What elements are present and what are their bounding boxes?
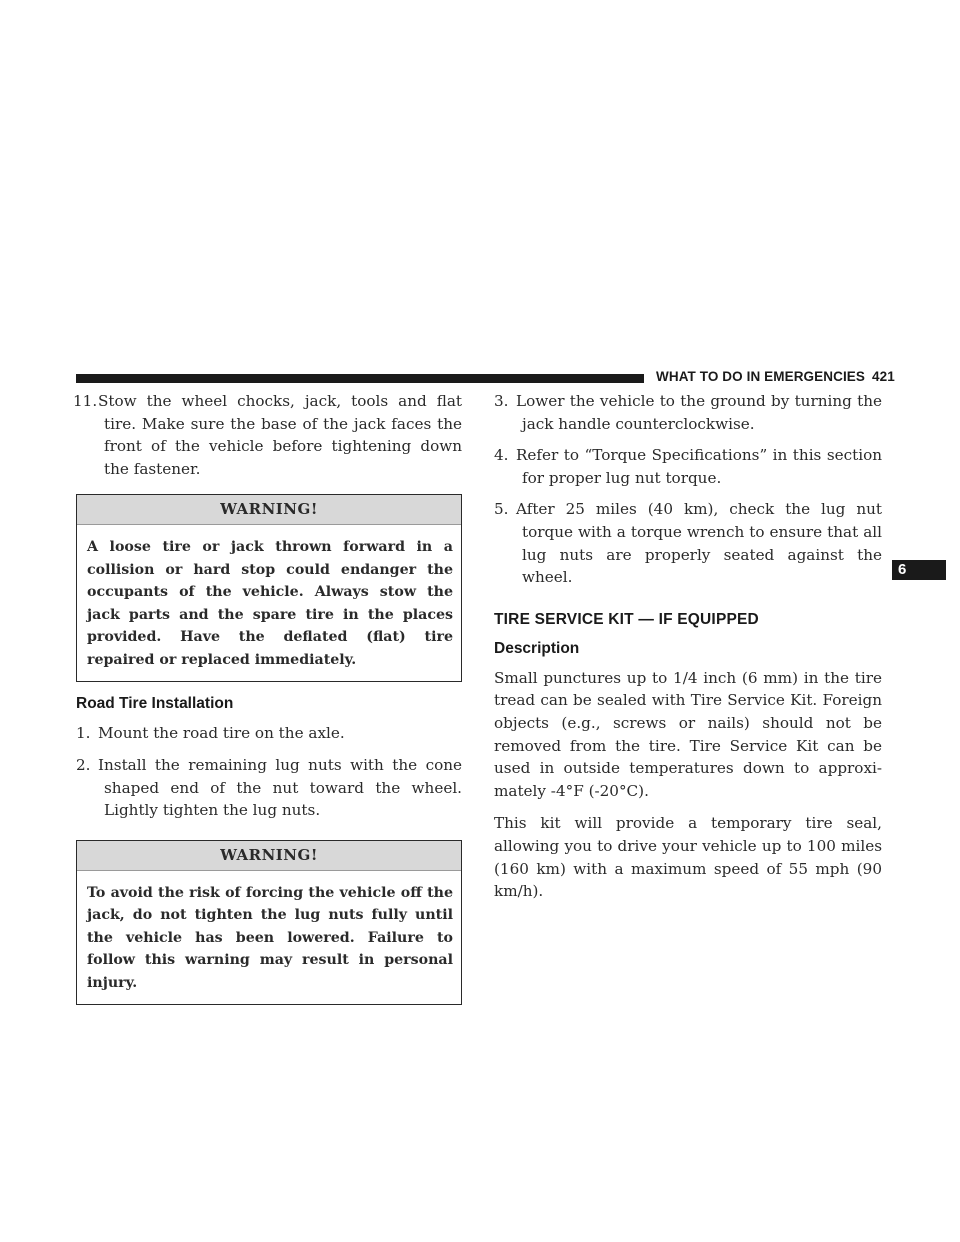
- right-column: [494, 390, 882, 913]
- chapter-tab: 6: [892, 560, 946, 580]
- step-number: 1.: [76, 724, 91, 743]
- subheading-description: Description: [494, 639, 580, 657]
- step-number: 4.: [494, 446, 509, 465]
- step-4: [494, 444, 882, 489]
- step-number: 2.: [76, 755, 91, 774]
- left-column: [73, 390, 462, 1005]
- paragraph-punctures: Small punctures up to 1/4 inch (6 mm) in the tire tread can be sealed with Tire Service Kit. Foreign objects (e.g., screws or nails) should not be removed from the tire. Tire Service Kit can be used in outside temperatures down to approxi-mately -4°F (-20°C).: [494, 668, 882, 800]
- header-rule: [76, 374, 644, 383]
- warning-title: WARNING!: [77, 495, 461, 525]
- step-3: [494, 390, 882, 435]
- running-header: [656, 369, 895, 384]
- step-text: Mount the road tire on the axle.: [98, 724, 345, 743]
- paragraph-temporary-seal: This kit will provide a temporary tire seal, allowing you to drive your vehicle up to 100 miles (160 km) with a maximum speed of 55 mph (90 km/h).: [494, 814, 882, 901]
- step-number: 3.: [494, 392, 509, 410]
- step-1: [76, 722, 462, 745]
- step-text: Refer to “Torque Specifications” in this section for proper lug nut torque.: [516, 446, 882, 487]
- step-text: After 25 miles (40 km), check the lug nut torque with a torque wrench to ensure that all lug nuts are properly seated against the wheel.: [516, 500, 882, 587]
- step-number: 11.: [73, 392, 98, 410]
- page-number: 421: [872, 369, 895, 384]
- warning-box-2: [76, 840, 462, 1006]
- step-text: Install the remaining lug nuts with the cone shaped end of the nut toward the wheel. Lightly tighten the lug nuts.: [98, 755, 462, 820]
- warning-body: To avoid the risk of forcing the vehicle off the jack, do not tighten the lug nuts fully until the vehicle has been lowered. Failure to follow this warning may result in personal injury.: [87, 884, 453, 991]
- section-heading-tire-service-kit: TIRE SERVICE KIT — IF EQUIPPED: [494, 610, 759, 628]
- warning-box-1: [76, 494, 462, 682]
- section-title: WHAT TO DO IN EMERGENCIES: [656, 369, 866, 384]
- step-5: [494, 498, 882, 588]
- subheading-road-tire-installation: Road Tire Installation: [76, 695, 234, 713]
- step-11: [73, 390, 462, 480]
- warning-title: WARNING!: [77, 841, 461, 871]
- warning-body: A loose tire or jack thrown forward in a collision or hard stop could endanger the occupants of the vehicle. Always stow the jack parts and the spare tire in the places provided. Have the deflated (flat) tire repaired or replaced immediately.: [87, 539, 453, 668]
- step-number: 5.: [494, 500, 509, 519]
- step-text: Stow the wheel chocks, jack, tools and flat tire. Make sure the base of the jack faces the front of the vehicle before tightening down the fastener.: [98, 392, 462, 478]
- step-text: Lower the vehicle to the ground by turning the jack handle counterclockwise.: [516, 392, 882, 433]
- step-2: [76, 754, 462, 822]
